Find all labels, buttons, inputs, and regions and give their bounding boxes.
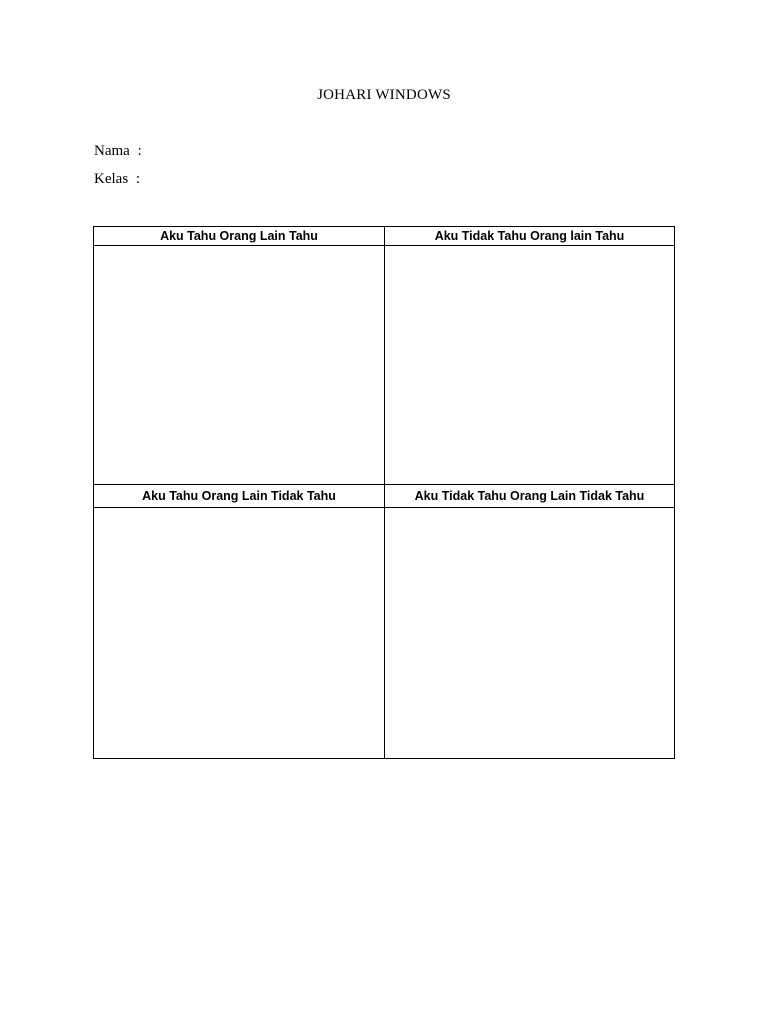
quadrant-hidden-body [94,508,384,758]
document-title: JOHARI WINDOWS [317,87,451,103]
class-field [94,171,140,188]
class-label: Kelas [94,171,129,187]
quadrant-blind-body [385,246,674,484]
name-field [94,143,142,160]
name-colon: : [137,143,142,159]
quadrant-unknown-body [385,508,674,758]
quadrant-unknown-header: Aku Tidak Tahu Orang Lain Tidak Tahu [414,489,645,503]
johari-window-table [93,226,675,759]
name-label: Nama [94,143,130,159]
class-colon: : [135,171,141,187]
quadrant-blind-header: Aku Tidak Tahu Orang lain Tahu [434,229,625,243]
quadrant-open-header: Aku Tahu Orang Lain Tahu [160,229,318,243]
quadrant-open-body [94,246,384,484]
quadrant-hidden-header: Aku Tahu Orang Lain Tidak Tahu [142,489,336,503]
